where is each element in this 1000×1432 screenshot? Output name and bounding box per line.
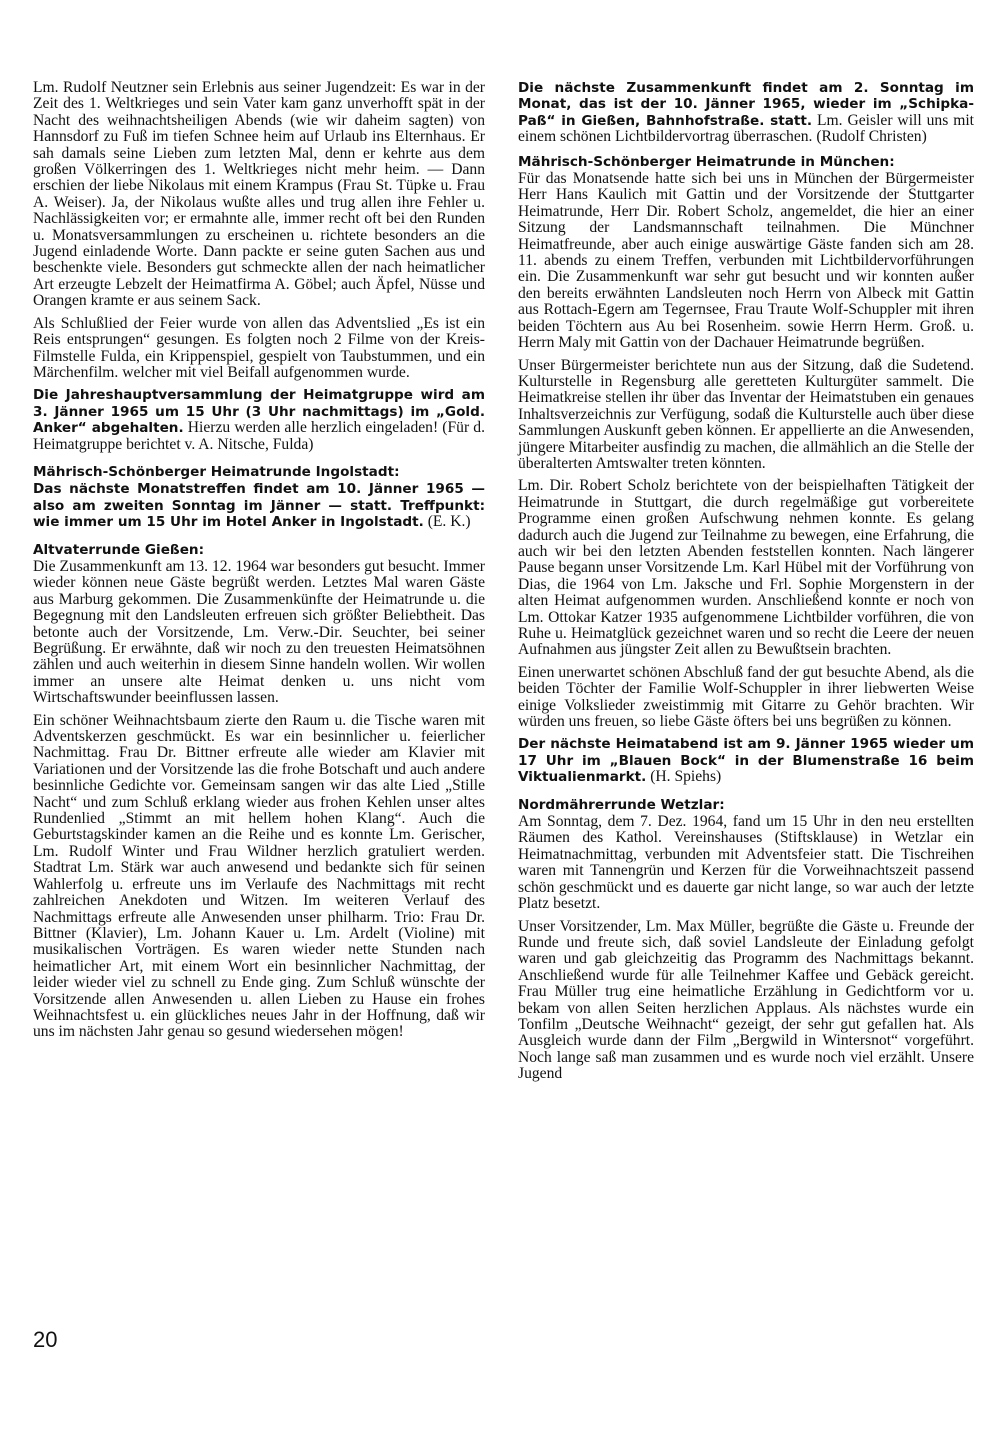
announcement-bold-text: Die Jahreshauptversammlung der Heimatgruppe wird am 3. Jänner 1965 um 15 Uhr (3 Uhr nachmittags) im „Gold. Anker“ abgehalten. xyxy=(33,387,485,437)
announcement-paragraph xyxy=(33,481,485,530)
section-heading-wetzlar: Nordmährerrunde Wetzlar: xyxy=(518,796,725,813)
section-heading-giessen: Altvaterrunde Gießen: xyxy=(33,541,205,558)
section-heading-muenchen: Mährisch-Schönberger Heimatrunde in München: xyxy=(518,153,895,170)
paragraph: Ein schöner Weihnachtsbaum zierte den Raum u. die Tische waren mit Adventskerzen geschmückt. Es war ein besinnlicher u. feierlicher Nachmittag. Frau Dr. Bittner erfreute alle wieder am Klavier mit Variationen und der Vorsitzende las die frohe Botschaft und auch andere besinnliche Gedichte vor. Gemeinsam sangen wir das alte Lied „Stille Nacht“ und zum Schluß erklang wieder aus frohen Kehlen unser altes Rundenlied „Stimmt an mit hellem hohen Klang“. Auch die Geburtstagskinder kamen an die Reihe und es konnte Lm. Gerischer, Lm. Rudolf Winter und Frau Wildner herzlich gratuliert werden. Stadtrat Lm. Stärk war auch anwesend und bedankte sich für seinen Wahlerfolg u. erfreute uns im Verlaufe des Nachmittags mit recht zahlreichen Anekdoten und Witzen. Im weiteren Verlauf des Nachmittags erfreute alle Anwesenden unser philharm. Trio: Frau Dr. Bittner (Klavier), Lm. Johann Kauer u. Lm. Ardelt (Violine) mit musikalischen Vorträgen. Es waren wieder nette Stunden nach heimatlicher Art, mit einem Wort ein besinnlicher Nachmittag, der leider wieder viel zu schnell zu Ende ging. Zum Schluß wünschte der Vorsitzende allen Anwesenden u. allen Lieben zu Hause ein frohes Weihnachtsfest u. ein glückliches neues Jahr in der Hoffnung, daß wir uns im nächsten Jahr genau so gesund wiedersehen mögen! xyxy=(33,711,485,1041)
paragraph: Unser Vorsitzender, Lm. Max Müller, begrüßte die Gäste u. Freunde der Runde und freute sich, daß soviel Landsleute der Einladung gefolgt waren und gab gleichzeitig das Programm des Nachmittags bekannt. Anschließend wurde für alle Teilnehmer Kaffee und Gebäck gereicht. Frau Müller trug eine heimatliche Erzählung in Gedichtform vor u. bekam von allen Seiten herzlichen Applaus. Als nächstes wurde ein Tonfilm „Deutsche Weihnacht“ gezeigt, der sehr gut gefallen hat. Als Ausgleich wurde dann der Film „Bergwild in Wintersnot“ vorgeführt. Noch lange saß man zusammen und es wurde noch viel erzählt. Unsere Jugend xyxy=(518,917,974,1083)
section-heading-ingolstadt: Mährisch-Schönberger Heimatrunde Ingolstadt: xyxy=(33,463,400,480)
announcement-paragraph xyxy=(518,80,974,146)
right-column xyxy=(518,80,974,1083)
paragraph: Unser Bürgermeister berichtete nun aus der Sitzung, daß die Sudetend. Kulturstelle in Regensburg alle geretteten Kulturgüter sammelt. Die Heimatkreise stellen ihr über das Inventar der Heimatstuben ein genaues Inhaltsverzeichnis zur Verfügung, sodaß die Kulturstelle auch über diese Sammlungen Auskunft geben können. Er appellierte an die Anwesenden, jüngere Mitarbeiter ausfindig zu machen, die allmählich an die Stelle der überalterten Amtswalter treten könnten. xyxy=(518,356,974,472)
paragraph: Lm. Dir. Robert Scholz berichtete von der beispielhaften Tätigkeit der Heimatrunde in Stuttgart, die durch regelmäßige gut vorbereitete Programme einen großen Aufschwung nehmen konnte. Es gelang dadurch auch die Jugend zur Teilnahme zu bewegen, eine Erfahrung, die auch wir bei den letzten Abenden feststellen konnten. Nach längerer Pause begann unser Vorsitzende Lm. Karl Hübel mit der Vorführung von Dias, die 1964 von Lm. Jaksche und Frl. Sophie Morgenstern in der alten Heimat aufgenommen wurden. Anschließend konnte er noch von Lm. Ottokar Katzer 1935 aufgenommene Lichtbilder vorführen, die von Ruhe u. Heimatglück gezeichnet waren und so recht die Leere der neuen Aufnahmen aus jüngster Zeit allen zu Bewußtsein brachten. xyxy=(518,477,974,659)
announcement-bold-text: Der nächste Heimatabend ist am 9. Jänner 1965 wieder um 17 Uhr im „Blauen Bock“ in der Blumenstraße 16 beim Viktualienmarkt. xyxy=(518,736,974,786)
announcement-text: Lm. Geisler will uns mit einem schönen Lichtbildervortrag überraschen. (Rudolf Christen) xyxy=(518,111,974,146)
paragraph: Am Sonntag, dem 7. Dez. 1964, fand um 15 Uhr in den neu erstellten Räumen des Kathol. Vereinshauses (Stiftsklause) in Wetzlar ein Heimatnachmittag, verbunden mit Adventsfeier statt. Die Tischreihen waren mit Tannengrün und Kerzen für die Vorweihnachtszeit passend schön geschmückt und es dauerte gar nicht lange, so war auch der letzte Platz besetzt. xyxy=(518,813,974,913)
announcement-paragraph xyxy=(518,736,974,785)
paragraph: Einen unerwartet schönen Abschluß fand der gut besuchte Abend, als die beiden Töchter der Familie Wolf-Schuppler in ihrer liebwerten Weise einige Volkslieder zweistimmig mit Gitarre zu Gehör brachten. Wir würden uns freuen, so liebe Gäste öfters bei uns begrüßen zu können. xyxy=(518,663,974,731)
paragraph: Lm. Rudolf Neutzner sein Erlebnis aus seiner Jugendzeit: Es war in der Zeit des 1. Weltkrieges und sein Vater kam ganz unverhofft spät in der Nacht des weihnachtsheiligen Abends (wie wir daheim sagten) von Hannsdorf zu Fuß im tiefen Schnee heim auf Urlaub ins Elternhaus. Er sah damals seine Lieben zum letzten Mal, denn er kehrte aus dem großen Völkerringen des 1. Weltkrieges nicht mehr heim. — Dann erschien der liebe Nikolaus mit einem Krampus (Frau St. Tüpke u. Frau A. Weiser). Ja, der Nikolaus wußte alles und trug allen ihre Fehler u. Nachlässigkeiten vor; er ermahnte alle, immer recht oft bei den Runden u. Monatsversammlungen zu erscheinen u. richtete besonders an die Jugend einladende Worte. Dann packte er seine guten Sachen aus und beschenkte viele. Besonders gut schmeckte allen der nach heimatlicher Art erzeugte Lebzelt der Heimatfirma A. Göbel; auch Äpfel, Nüsse und Orangen kramte er aus seinem Sack. xyxy=(33,79,485,310)
announcement-paragraph xyxy=(33,387,485,453)
paragraph: Die Zusammenkunft am 13. 12. 1964 war besonders gut besucht. Immer wieder können neue Gäste begrüßt werden. Letztes Mal waren Gäste aus Marburg gekommen. Die Zusammenkünfte der Heimatrunde u. die Begegnung mit den Landsleuten erfreuen sich größter Beliebtheit. Das betonte auch der Vorsitzende, Lm. Verw.-Dir. Seuchter, bei seiner Begrüßung. Er erwähnte, daß wir noch zu den treuesten Heimatsöhnen zählen und auch weiterhin in diesem Sinne handeln wollen. Wir wollen immer an unsere alte Heimat denken u. uns nicht vom Wirtschaftswunder beeinflussen lassen. xyxy=(33,557,485,707)
announcement-text: Hierzu werden alle herzlich eingeladen! (Für d. Heimatgruppe berichtet v. A. Nitsche, Fulda) xyxy=(33,419,485,453)
announcement-bold-text: Die nächste Zusammenkunft findet am 2. Sonntag im Monat, das ist der 10. Jänner 1965, wieder im „Schipka-Paß“ in Gießen, Bahnhofstraße. statt. xyxy=(518,80,974,129)
announcement-bold-text: Das nächste Monatstreffen findet am 10. Jänner 1965 — also am zweiten Sonntag im Jänner — statt. Treffpunkt: wie immer um 15 Uhr im Hotel Anker in Ingolstadt. xyxy=(33,481,485,531)
paragraph: Für das Monatsende hatte sich bei uns in München der Bürgermeister Herr Hans Kaulich mit Gattin und der Vorsitzende der Stuttgarter Heimatrunde, Herr Dir. Robert Scholz, angemeldet, die hier an einer Sitzung der Landsmannschaft teilnahmen. Die Münchner Heimatfreunde, aber auch einige auswärtige Gäste fanden sich am 28. 11. abends zu einem Treffen, verbunden mit Lichtbildervorführungen ein. Die Zusammenkunft war sehr gut besucht und wir konnten außer den bereits erwähnten Landsleuten noch Herrn von Albeck mit Gattin aus Rottach-Egern am Tegernsee, Frau Traute Wolf-Schuppler mit ihren beiden Töchtern aus Au bei Rosenheim. sowie Herrn Herm. Groß. u. Herrn Maly mit Gattin von der Dachauer Heimatrunde begrüßen. xyxy=(518,170,974,352)
paragraph: Als Schlußlied der Feier wurde von allen das Adventslied „Es ist ein Reis entsprungen“ gesungen. Es folgten noch 2 Filme von der Kreis-Filmstelle Fulda, ein Krippenspiel, gespielt von Taubstummen, und ein Märchenfilm. welcher mit viel Beifall aufgenommen wurde. xyxy=(33,314,485,381)
left-column xyxy=(33,80,485,1041)
page-number: 20 xyxy=(33,1327,58,1352)
announcement-text: (E. K.) xyxy=(427,513,471,531)
announcement-text: (H. Spiehs) xyxy=(650,768,722,786)
